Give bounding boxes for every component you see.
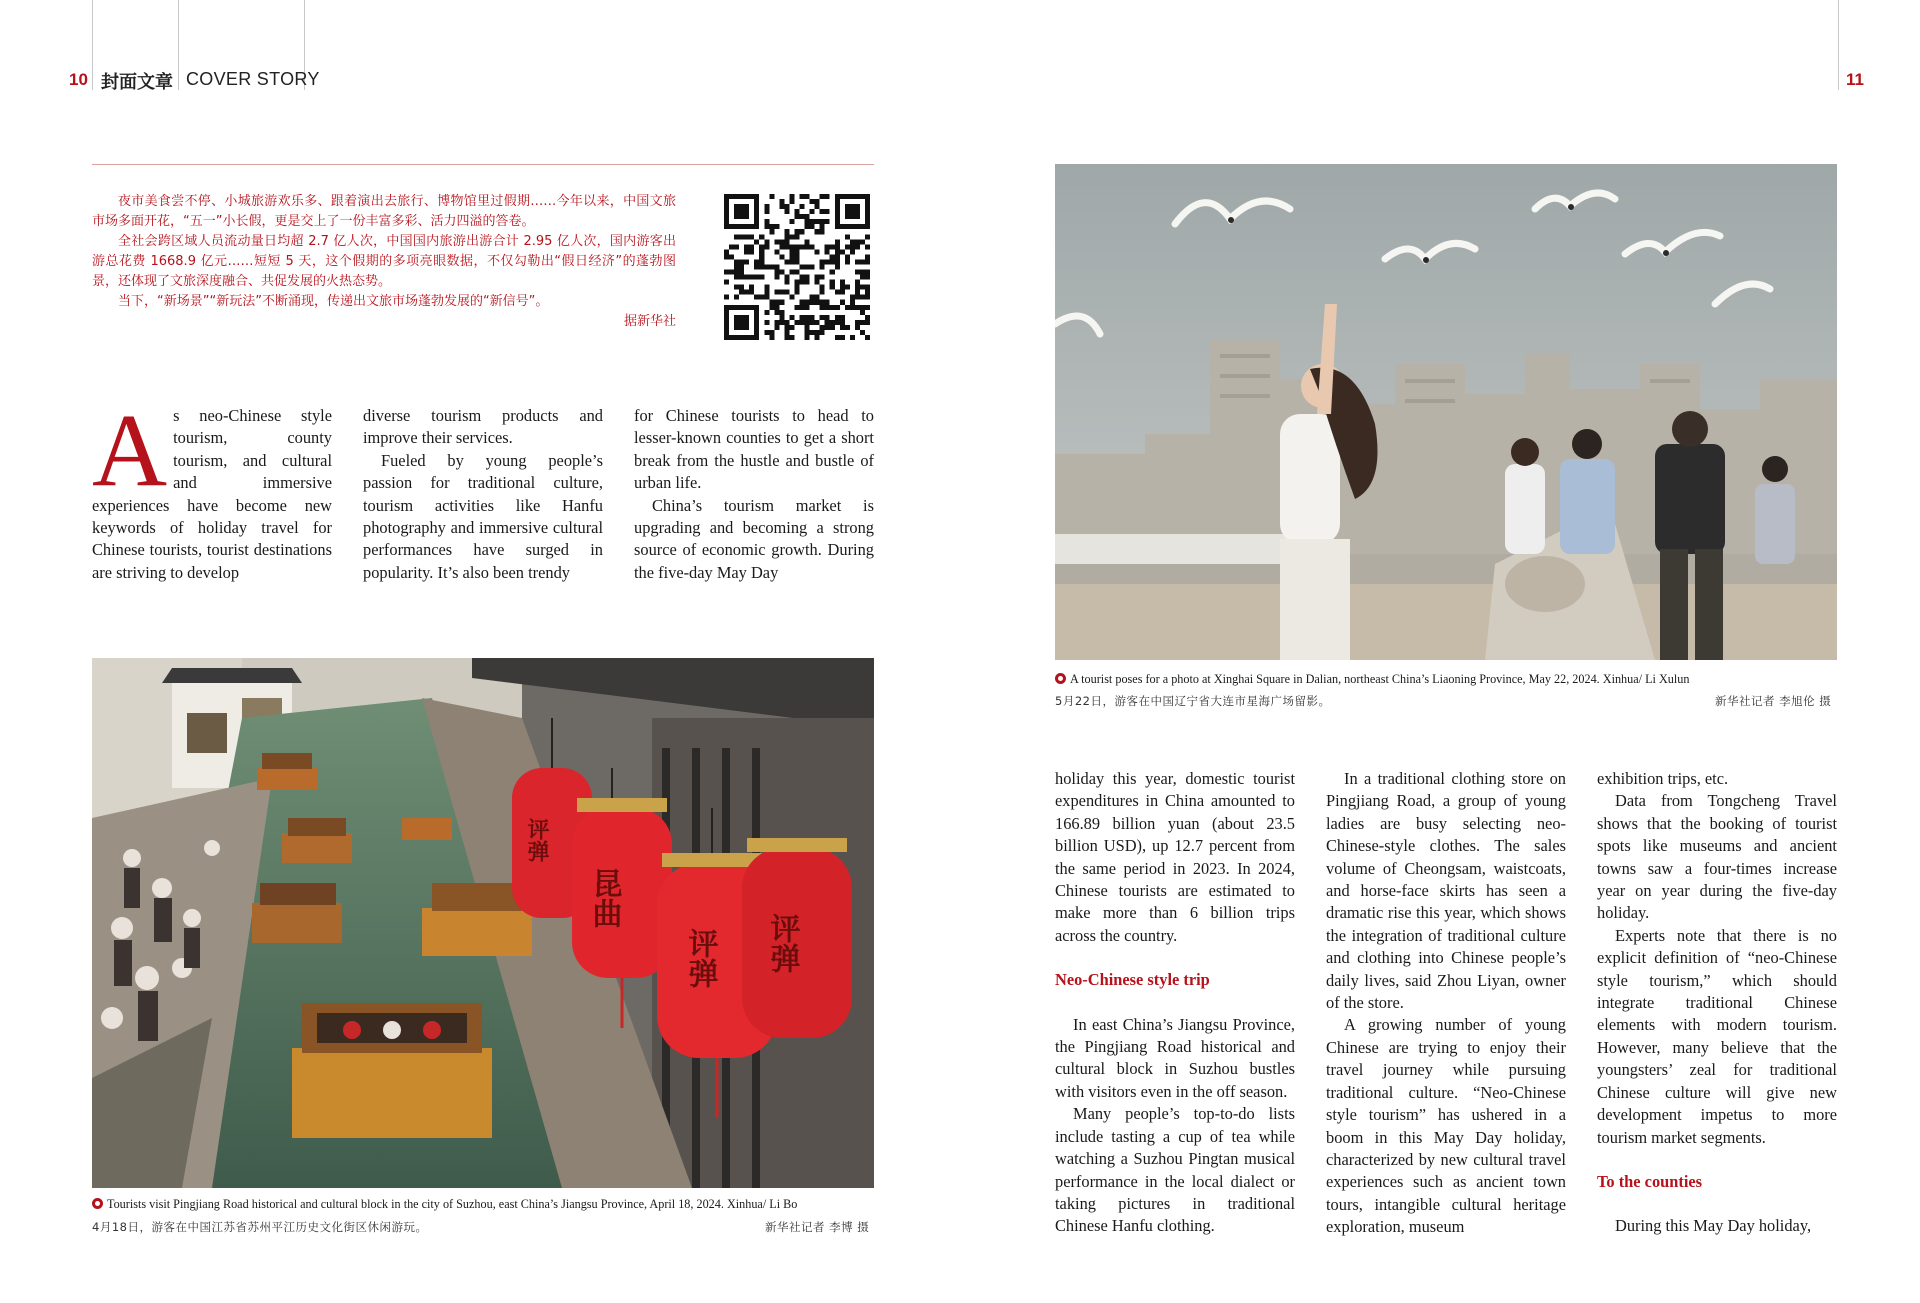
photo-caption-left: [92, 1196, 892, 1212]
header-rule-right: [1838, 0, 1839, 90]
lantern-text: 评弹: [682, 928, 718, 988]
article-column-4: [1055, 768, 1295, 1238]
page-number-right: 11: [1846, 70, 1864, 89]
intro-paragraph: 夜市美食尝不停、小城旅游欢乐多、跟着演出去旅行、博物馆里过假期……今年以来，中国文旅市场多面开花，“五一”小长假，更是交上了一份丰富多彩、活力四溢的答卷。: [92, 194, 676, 229]
qr-code-icon[interactable]: [724, 194, 870, 340]
article-paragraph: In a traditional clothing store on Pingjiang Road, a group of young ladies are busy selecting neo-Chinese-style clothes. The sales volume of Cheongsam, waistcoats, and horse-face skirts has seen a dramatic rise this year, which shows the integration of traditional culture and clothing into Chinese people’s daily lives, said Zhou Liyan, owner of the store.: [1326, 769, 1566, 1013]
intro-rule: [92, 164, 874, 165]
article-column-5: [1326, 768, 1566, 1239]
article-column-1: [92, 393, 332, 584]
photo-suzhou-canal: [92, 658, 874, 1188]
article-column-2: [363, 405, 603, 584]
subhead-neo-chinese: Neo-Chinese style trip: [1055, 970, 1210, 990]
article-paragraph: Data from Tongcheng Travel shows that the booking of tourist spots like museums and ancient towns saw a four-times increase year on year during the five-day holiday.: [1597, 791, 1837, 923]
credit-cn-right: 新华社记者 李旭伦 摄: [1715, 694, 1832, 708]
article-paragraph: Fueled by young people’s passion for traditional culture, tourism activities like Hanfu photography and immersive cultural performances have surged in popularity. It’s also been trendy: [363, 450, 603, 582]
article-paragraph: exhibition trips, etc.: [1597, 769, 1729, 788]
article-paragraph: China’s tourism market is upgrading and becoming a strong source of economic growth. During the five-day May Day: [634, 495, 874, 582]
lantern-text: 评弹: [524, 818, 550, 862]
article-paragraph: Experts note that there is no explicit definition of “neo-Chinese style tourism,” which should integrate traditional Chinese elements with modern tourism. However, many believe that the youngsters’ zeal for traditional Chinese culture will give new development impetus to more tourism market segments.: [1597, 925, 1837, 1147]
article-paragraph: During this May Day holiday,: [1615, 1216, 1812, 1236]
photo-icon: [1055, 673, 1066, 684]
lantern-text: 评弹: [764, 913, 800, 973]
article-paragraph: for Chinese tourists to head to lesser-known counties to get a short break from the hustle and bustle of urban life.: [634, 406, 874, 493]
caption-cn-left: 4月18日，游客在中国江苏省苏州平江历史文化街区休闲游玩。: [92, 1220, 428, 1234]
intro-source: 据新华社: [623, 314, 676, 329]
caption-cn-right: 5月22日，游客在中国辽宁省大连市星海广场留影。: [1055, 694, 1331, 708]
page-number-left: 10: [69, 70, 88, 89]
lantern-text: 昆曲: [586, 868, 622, 928]
credit-cn-left: 新华社记者 李博 摄: [765, 1220, 870, 1234]
article-paragraph: s neo-Chinese style tourism, county tourism, and cultural and immersive experiences have become new keywords of holiday travel for Chinese tourists, tourist destinations are striving to develop: [92, 406, 332, 582]
article-paragraph: diverse tourism products and improve their services.: [363, 406, 603, 448]
photo-dalian-seagulls: [1055, 164, 1837, 660]
intro-paragraph: 当下，“新场景”“新玩法”不断涌现，传递出文旅市场蓬勃发展的“新信号”。: [118, 294, 549, 309]
photo-caption-right: [1055, 671, 1855, 687]
drop-cap: A: [92, 393, 168, 508]
article-paragraph: holiday this year, domestic tourist expenditures in China amounted to 166.89 billion yuan (about 23.5 billion USD), up 12.7 percent from the same period in 2023. In 2024, Chinese tourists are estimated to make more than 6 billion trips across the country.: [1055, 769, 1295, 945]
intro-cn: [92, 192, 676, 332]
article-column-3: [634, 405, 874, 584]
caption-text: Tourists visit Pingjiang Road historical and cultural block in the city of Suzhou, east China’s Jiangsu Province, April 18, 2024. Xinhua/ Li Bo: [107, 1197, 798, 1211]
subhead-counties: To the counties: [1597, 1171, 1703, 1191]
header-rule-left-2: [178, 0, 179, 90]
article-column-6: [1597, 768, 1837, 1238]
photo-icon: [92, 1198, 103, 1209]
caption-text: A tourist poses for a photo at Xinghai Square in Dalian, northeast China’s Liaoning Province, May 22, 2024. Xinhua/ Li Xulun: [1070, 672, 1690, 686]
article-paragraph: A growing number of young Chinese are trying to enjoy their travel journey while pursuing traditional culture. “Neo-Chinese style tourism” has ushered in a boom in this May Day holiday, characterized by new cultural travel experiences such as ancient town tours, intangible cultural heritage exploration, museum: [1326, 1015, 1566, 1237]
header-rule-left-1: [92, 0, 93, 90]
intro-paragraph: 全社会跨区域人员流动量日均超 2.7 亿人次，中国国内旅游出游合计 2.95 亿人次，国内游客出游总花费 1668.9 亿元……短短 5 天，这个假期的多项亮眼数据，不仅勾勒出“假日经济”的蓬勃图景，还体现了文旅深度融合、共促发展的火热态势。: [92, 234, 676, 289]
article-paragraph: In east China’s Jiangsu Province, the Pingjiang Road historical and cultural block in Suzhou bustles with visitors even in the off season.: [1055, 1014, 1295, 1101]
section-title-en: COVER STORY: [186, 69, 320, 89]
section-title-cn: 封面文章: [101, 72, 173, 93]
article-paragraph: Many people’s top-to-do lists include tasting a cup of tea while watching a Suzhou Pingtan musical performance in the local dialect or taking pictures in traditional Chinese Hanfu clothing.: [1055, 1104, 1295, 1236]
